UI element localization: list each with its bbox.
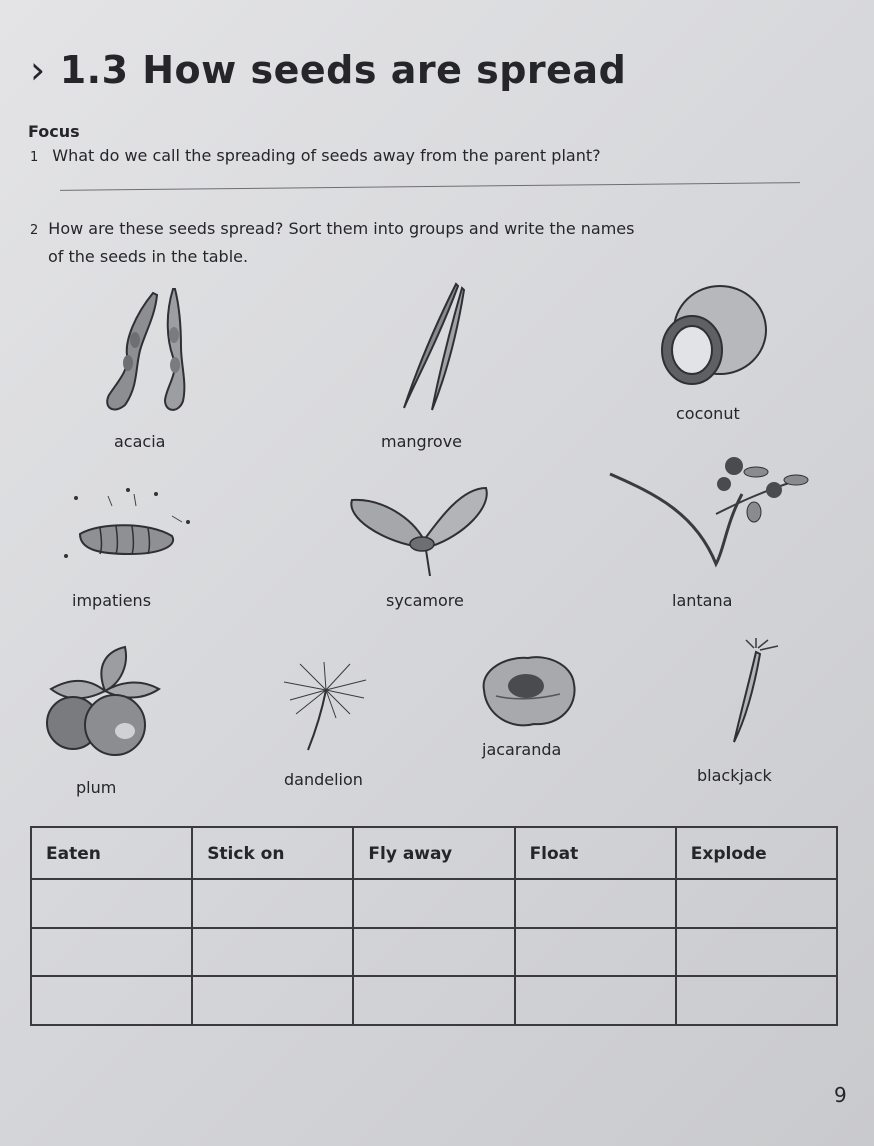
column-header-fly-away: Fly away — [353, 827, 514, 879]
lantana-illustration — [606, 454, 811, 579]
column-header-explode: Explode — [676, 827, 837, 879]
chevron-right-icon: › — [30, 48, 46, 92]
page-number: 9 — [834, 1083, 847, 1107]
column-header-float: Float — [515, 827, 676, 879]
table-row — [31, 976, 837, 1025]
plum-label: plum — [76, 778, 117, 797]
table-cell[interactable] — [353, 928, 514, 977]
impatiens-illustration — [60, 482, 200, 572]
table-row — [31, 879, 837, 928]
table-cell[interactable] — [192, 976, 353, 1025]
table-cell[interactable] — [515, 976, 676, 1025]
table-cell[interactable] — [353, 879, 514, 928]
table-cell[interactable] — [515, 879, 676, 928]
column-header-stick-on: Stick on — [192, 827, 353, 879]
question-2 — [30, 216, 634, 270]
plum-illustration — [45, 645, 165, 760]
acacia-label: acacia — [114, 432, 166, 451]
mangrove-label: mangrove — [381, 432, 463, 451]
table-cell[interactable] — [676, 976, 837, 1025]
question-1 — [30, 146, 601, 165]
table-cell[interactable] — [31, 879, 192, 928]
blackjack-label: blackjack — [697, 766, 772, 785]
table-cell[interactable] — [31, 928, 192, 977]
blackjack-illustration — [724, 638, 784, 750]
table-cell[interactable] — [31, 976, 192, 1025]
sorting-table — [30, 826, 838, 1026]
acacia-illustration — [95, 285, 195, 420]
dandelion-label: dandelion — [284, 770, 363, 789]
dandelion-illustration — [280, 660, 370, 755]
sycamore-label: sycamore — [386, 591, 464, 610]
table-cell[interactable] — [353, 976, 514, 1025]
sycamore-illustration — [342, 478, 492, 578]
title-text: 1.3 How seeds are spread — [59, 48, 627, 92]
table-cell[interactable] — [192, 879, 353, 928]
jacaranda-illustration — [476, 650, 581, 732]
impatiens-label: impatiens — [72, 591, 152, 610]
question-1-text: What do we call the spreading of seeds away from the parent plant? — [52, 146, 601, 165]
answer-line[interactable] — [60, 182, 800, 191]
table-cell[interactable] — [676, 879, 837, 928]
question-1-number: 1 — [30, 150, 39, 165]
question-2-number: 2 — [30, 223, 39, 238]
page-title — [30, 48, 626, 92]
coconut-label: coconut — [676, 404, 740, 423]
focus-heading: Focus — [28, 122, 80, 141]
column-header-eaten: Eaten — [31, 827, 192, 879]
table-cell[interactable] — [515, 928, 676, 977]
table-row — [31, 928, 837, 977]
lantana-label: lantana — [672, 591, 733, 610]
table-cell[interactable] — [676, 928, 837, 977]
coconut-illustration — [650, 280, 770, 390]
question-2-line-2: of the seeds in the table. — [48, 247, 249, 266]
table-cell[interactable] — [192, 928, 353, 977]
mangrove-illustration — [398, 280, 468, 415]
table-header-row — [31, 827, 837, 879]
question-2-line-1: How are these seeds spread? Sort them into groups and write the names — [48, 219, 635, 238]
jacaranda-label: jacaranda — [482, 740, 562, 759]
